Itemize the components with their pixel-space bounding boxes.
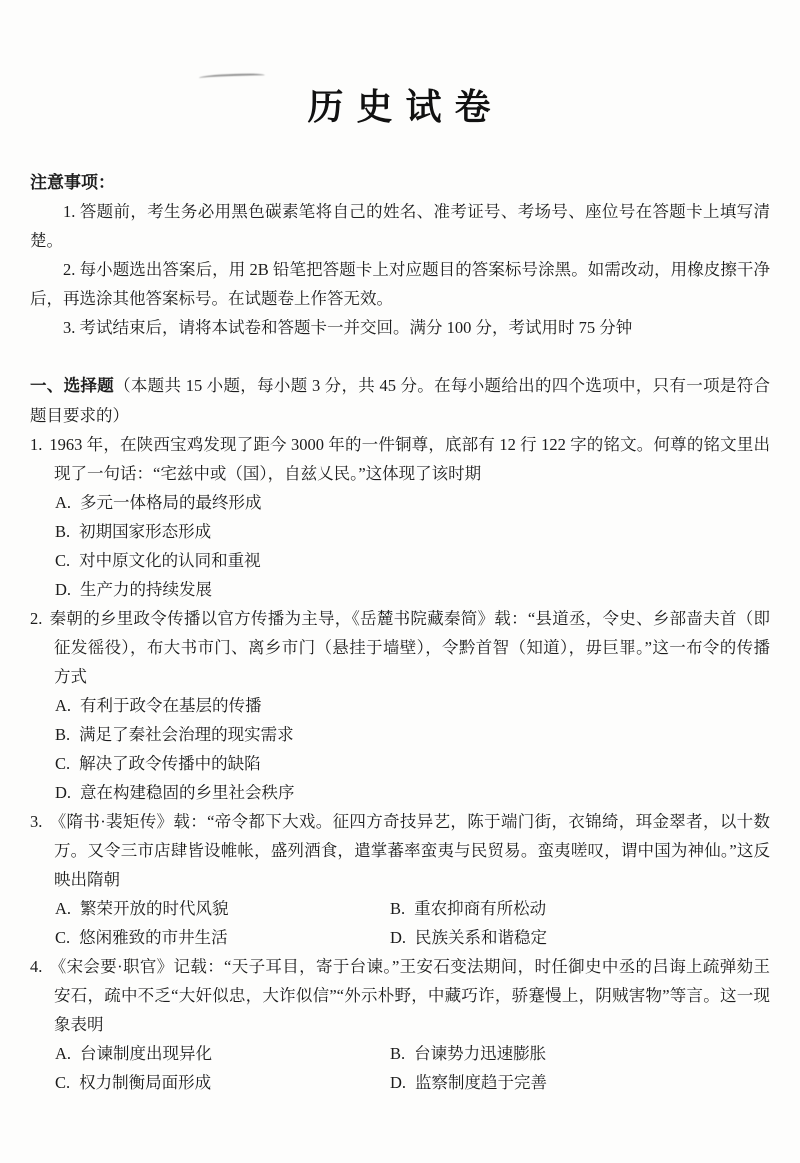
question-2-option-d [55, 778, 770, 807]
option-label: A. [55, 696, 72, 715]
option-text: 繁荣开放的时代风貌 [80, 899, 229, 918]
option-label: C. [55, 754, 71, 773]
option-label: C. [55, 551, 71, 570]
question-2 [30, 604, 770, 807]
option-label: A. [55, 1044, 72, 1063]
question-3-options [30, 894, 770, 952]
question-4 [30, 952, 770, 1097]
option-text: 权力制衡局面形成 [79, 1073, 212, 1092]
question-4-option-d [390, 1068, 770, 1097]
option-label: C. [55, 928, 71, 947]
option-label: B. [390, 899, 406, 918]
question-3-text: 《隋书·裴矩传》载：“帝令都下大戏。征四方奇技异艺，陈于端门街，衣锦绮，珥金翠者，以十数万。又令三市店肆皆设帷帐，盛列酒食，遣掌蕃率蛮夷与民贸易。蛮夷嗟叹，谓中国为神仙。”这反映出隋朝 [49, 812, 770, 889]
question-4-option-a [55, 1039, 390, 1068]
option-label: A. [55, 493, 72, 512]
scan-smudge-mark [199, 73, 265, 81]
question-1-text: 1963 年，在陕西宝鸡发现了距今 3000 年的一件铜尊，底部有 12 行 122 字的铭文。何尊的铭文里出现了一句话：“宅兹中或（国），自兹乂民。”这体现了该时期 [49, 435, 770, 483]
option-text: 多元一体格局的最终形成 [80, 493, 262, 512]
question-4-number: 4. [30, 957, 43, 976]
question-3 [30, 807, 770, 952]
option-text: 台谏制度出现异化 [80, 1044, 213, 1063]
question-1-number: 1. [30, 435, 43, 454]
question-3-option-c [55, 923, 390, 952]
question-4-option-b [390, 1039, 770, 1068]
question-4-options [30, 1039, 770, 1097]
question-2-option-c [55, 749, 770, 778]
question-3-option-d [390, 923, 770, 952]
option-label: B. [390, 1044, 406, 1063]
option-label: D. [390, 1073, 407, 1092]
question-2-stem [30, 604, 770, 691]
option-text: 民族关系和谐稳定 [415, 928, 548, 947]
question-2-text: 秦朝的乡里政令传播以官方传播为主导，《岳麓书院藏秦简》载：“县道丞，令史、乡部啬夫首（即征发徭役），布大书市门、离乡市门（悬挂于墙壁），令黔首智（知道），毋巨罪。”这一布令的传播方式 [49, 609, 770, 686]
question-3-number: 3. [30, 812, 43, 831]
question-1-option-c [55, 546, 770, 575]
question-3-option-b [390, 894, 770, 923]
option-text: 重农抑商有所松动 [414, 899, 547, 918]
notice-item-2: 2. 每小题选出答案后，用 2B 铅笔把答题卡上对应题目的答案标号涂黑。如需改动，用橡皮擦干净后，再选涂其他答案标号。在试题卷上作答无效。 [30, 260, 770, 308]
question-4-option-c [55, 1068, 390, 1097]
option-label: D. [55, 783, 72, 802]
option-text: 生产力的持续发展 [80, 580, 213, 599]
question-4-stem [30, 952, 770, 1039]
question-2-option-a [55, 691, 770, 720]
option-label: D. [55, 580, 72, 599]
option-text: 初期国家形态形成 [79, 522, 212, 541]
question-1-option-d [55, 575, 770, 604]
question-2-number: 2. [30, 609, 43, 628]
question-1-option-b [55, 517, 770, 546]
option-text: 满足了秦社会治理的现实需求 [79, 725, 294, 744]
option-label: B. [55, 725, 71, 744]
notice-heading: 注意事项： [30, 173, 115, 192]
option-text: 有利于政令在基层的传播 [80, 696, 262, 715]
page-title: 历 史 试 卷 [307, 87, 493, 127]
question-2-option-b [55, 720, 770, 749]
option-label: D. [390, 928, 407, 947]
question-1-options [30, 488, 770, 604]
section-label: 一、选择题 [30, 377, 115, 395]
section-heading [30, 371, 770, 430]
option-text: 悠闲雅致的市井生活 [79, 928, 228, 947]
option-text: 意在构建稳固的乡里社会秩序 [80, 783, 295, 802]
option-text: 对中原文化的认同和重视 [79, 551, 261, 570]
option-label: A. [55, 899, 72, 918]
option-label: C. [55, 1073, 71, 1092]
question-2-options [30, 691, 770, 807]
question-1-stem [30, 430, 770, 488]
section-description: （本题共 15 小题，每小题 3 分，共 45 分。在每小题给出的四个选项中，只有一项是符合题目要求的） [30, 376, 771, 425]
notice-item-1: 1. 答题前，考生务必用黑色碳素笔将自己的姓名、准考证号、考场号、座位号在答题卡上填写清楚。 [30, 202, 770, 250]
notice-item-3: 3. 考试结束后，请将本试卷和答题卡一并交回。满分 100 分，考试用时 75 分钟 [63, 318, 633, 337]
question-1-option-a [55, 488, 770, 517]
question-1 [30, 430, 770, 604]
option-label: B. [55, 522, 71, 541]
option-text: 监察制度趋于完善 [415, 1073, 548, 1092]
question-3-stem [30, 807, 770, 894]
option-text: 台谏势力迅速膨胀 [414, 1044, 547, 1063]
option-text: 解决了政令传播中的缺陷 [79, 754, 261, 773]
question-3-option-a [55, 894, 390, 923]
question-4-text: 《宋会要·职官》记载：“天子耳目，寄于台谏。”王安石变法期间，时任御史中丞的吕诲上疏弹劾王安石，疏中不乏“大奸似忠，大诈似信”“外示朴野，中藏巧诈，骄蹇慢上，阴贼害物”等言。这一现象表明 [49, 957, 770, 1034]
